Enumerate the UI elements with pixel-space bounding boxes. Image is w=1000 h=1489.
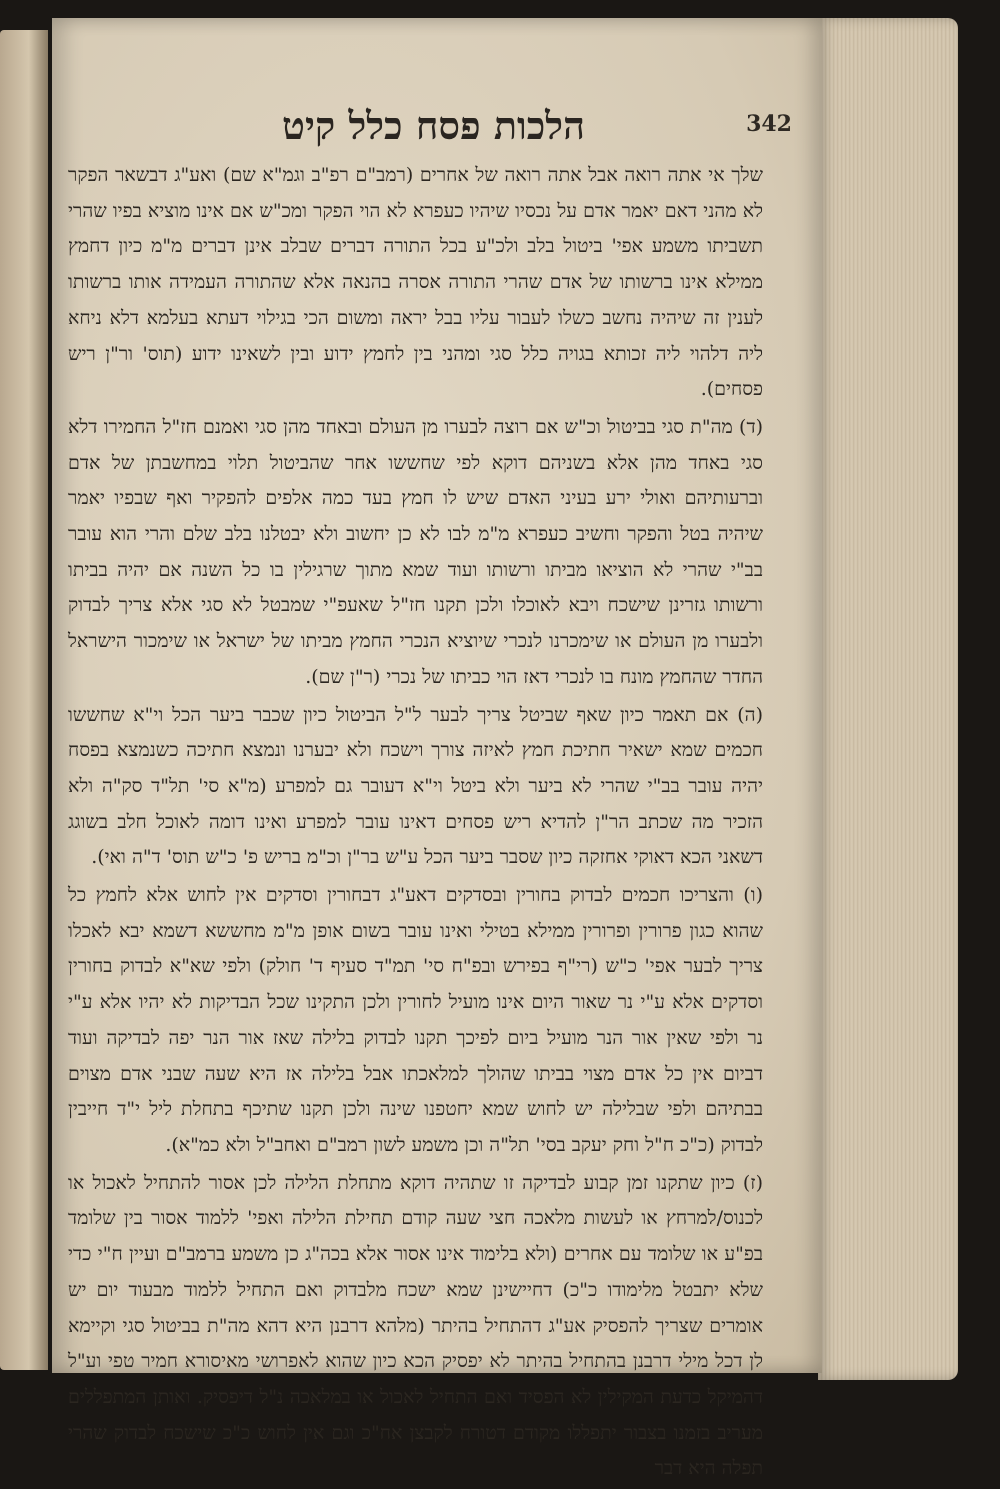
body-text <box>68 158 763 1489</box>
paragraph-heh: (ה) אם תאמר כיון שאף שביטל צריך לבער ל"ל הביטול כיון שכבר ביער הכל וי"א שחששו חכמים שמא ישאיר חתיכת חמץ לאיזה צורך וישכח ולא יבערנו ונמצא חתיכה כשנמצא בפסח יהיה עובר בב"י שהרי לא ביער ולא ביטל וי"א דעובר גם למפרע (מ"א סי' תל"ד סק"ה ולא הזכיר מה שכתב הר"ן להדיא ריש פסחים דאינו עובר למפרע ואינו דומה לאוכל חלב בשוגג דשאני הכא דאוקי אחזקה כיון שסבר ביער הכל ע"ש בר"ן וכ"מ בריש פ' כ"ש תוס' ד"ה ואי). <box>68 703 763 869</box>
page-stack-edges <box>818 18 958 1380</box>
running-head: הלכות פסח כלל קיט <box>282 103 585 148</box>
paragraph-dalet: (ד) מה"ת סגי בביטול וכ"ש אם רוצה לבערו מן העולם ובאחד מהן סגי ואמנם חז"ל החמירו דלא סגי באחד מהן אלא בשניהם דוקא לפי שחששו אחר שהביטול תלוי במחשבתן של אדם וברעותיהם ואולי ירע בעיני האדם שיש לו חמץ בעד כמה אלפים להפקיר ואף שבפיו יאמר שיהיה בטל והפקר וחשיב כעפרא מ"מ לבו לא כן יחשוב ולא יבטלנו בלב שלם והרי הוא עובר בב"י שהרי לא הוציאו מביתו ורשותו ועוד שמא מתוך שרגילין בו כל השנה אם יהיה בביתו ורשותו גזרינן שישכח ויבא לאוכלו ולכן תקנו חז"ל שאעפ"י שמבטל לא סגי אלא צריך לבדוק ולבערו מן העולם או שימכרנו לנכרי שיוציא הנכרי החמץ מביתו של ישראל או שימכור הישראל החדר שהחמץ מונח בו לנכרי דאז הוי כביתו של נכרי (ר"ן שם). <box>68 415 763 688</box>
paragraph-intro: שלך אי אתה רואה אבל אתה רואה של אחרים (רמב"ם רפ"ב וגמ"א שם) ואע"ג דבשאר הפקר לא מהני דאם יאמר אדם על נכסיו שיהיו כעפרא לא הוי הפקר ומכ"ש אם אינו מוציא בפיו שהרי תשביתו משמע אפי' ביטול בלב ולכ"ע בכל התורה דברים שבלב אינן דברים מ"מ כיון דחמץ ממילא אינו ברשותו של אדם שהרי התורה אסרה בהנאה אלא שהתורה העמידה אותו ברשותו לענין זה שיהיה נחשב כשלו לעבור עליו בבל יראה ומשום הכי בגילוי דעתא בעלמא דלא ניחא ליה דלהוי ליה זכותא בגויה כלל סגי ומהני בין לחמץ ידוע ובין לשאינו ידוע (תוס' ור"ן ריש פסחים). <box>68 164 763 401</box>
page-header <box>92 103 792 163</box>
left-page-edge <box>0 30 48 1370</box>
paragraph-zayin: (ז) כיון שתקנו זמן קבוע לבדיקה זו שתהיה דוקא מתחלת הלילה לכן אסור להתחיל לאכול או לכנוס/למרחץ או לעשות מלאכה חצי שעה קודם תחילת הלילה ואפי' ללמוד אסור בין שלומד בפ"ע או שלומד עם אחרים (ולא בלימוד אינו אסור אלא בכה"ג כן משמע ברמב"ם ועיין ח"י כדי שלא יתבטל מלימודו כ"כ) דחיישינן שמא ישכח מלבדוק ואם התחיל ללמוד מבעוד יום יש אומרים שצריך להפסיק אע"ג דהתחיל בהיתר (מלהא דרבנן היא דהא מה"ת בביטול סגי וקיימא לן דכל מילי דרבנן בהתחיל בהיתר לא יפסיק הכא כיון שהוא לאפרושי מאיסורא חמיר טפי וע"ל דהמיקל כדעת המקילין לא הפסיד ואם התחיל לאכול או במלאכה נ"ל דיפסיק. ואותן המתפללים מעריב בזמנו בצבור יתפללו מקודם דטורח לקבצן אח"כ וגם אין לחוש כ"כ שישכח לבדוק שהרי תפלה היא דבר <box>68 1171 763 1480</box>
paragraph-vav: (ו) והצריכו חכמים לבדוק בחורין ובסדקים דאע"ג דבחורין וסדקים אין לחוש אלא לחמץ כל שהוא כגון פרורין ופרורין ממילא בטילי ואינו עובר בשום אופן מ"מ מחששא דשמא יבא לאכלו צריך לבער אפי' כ"ש (רי"ף בפירש ובפ"ח סי' תמ"ד סעיף ד' חולק) ולפי שא"א לבדוק בחורין וסדקים אלא ע"י נר שאור היום אינו מועיל לחורין ולכן התקינו שכל הבדיקות לא יהיו אלא ע"י נר ולפי שאין אור הנר מועיל ביום לפיכך תקנו לבדוק בלילה שאז אור הנר יפה לבדיקה ועוד דביום אין כל אדם מצוי בביתו שהולך למלאכתו אבל בלילה אז היא שעה שבני אדם מצוים בבתיהם ולפי שבלילה יש לחוש שמא יחטפנו שינה ולכן תקנו שתיכף בתחלת ליל י"ד חייבין לבדוק (כ"כ ח"ל וחק יעקב בסי' תל"ה וכן משמע לשון רמב"ם ואחב"ל ולא כמ"א). <box>68 884 763 1156</box>
page-number: 342 <box>746 111 792 137</box>
